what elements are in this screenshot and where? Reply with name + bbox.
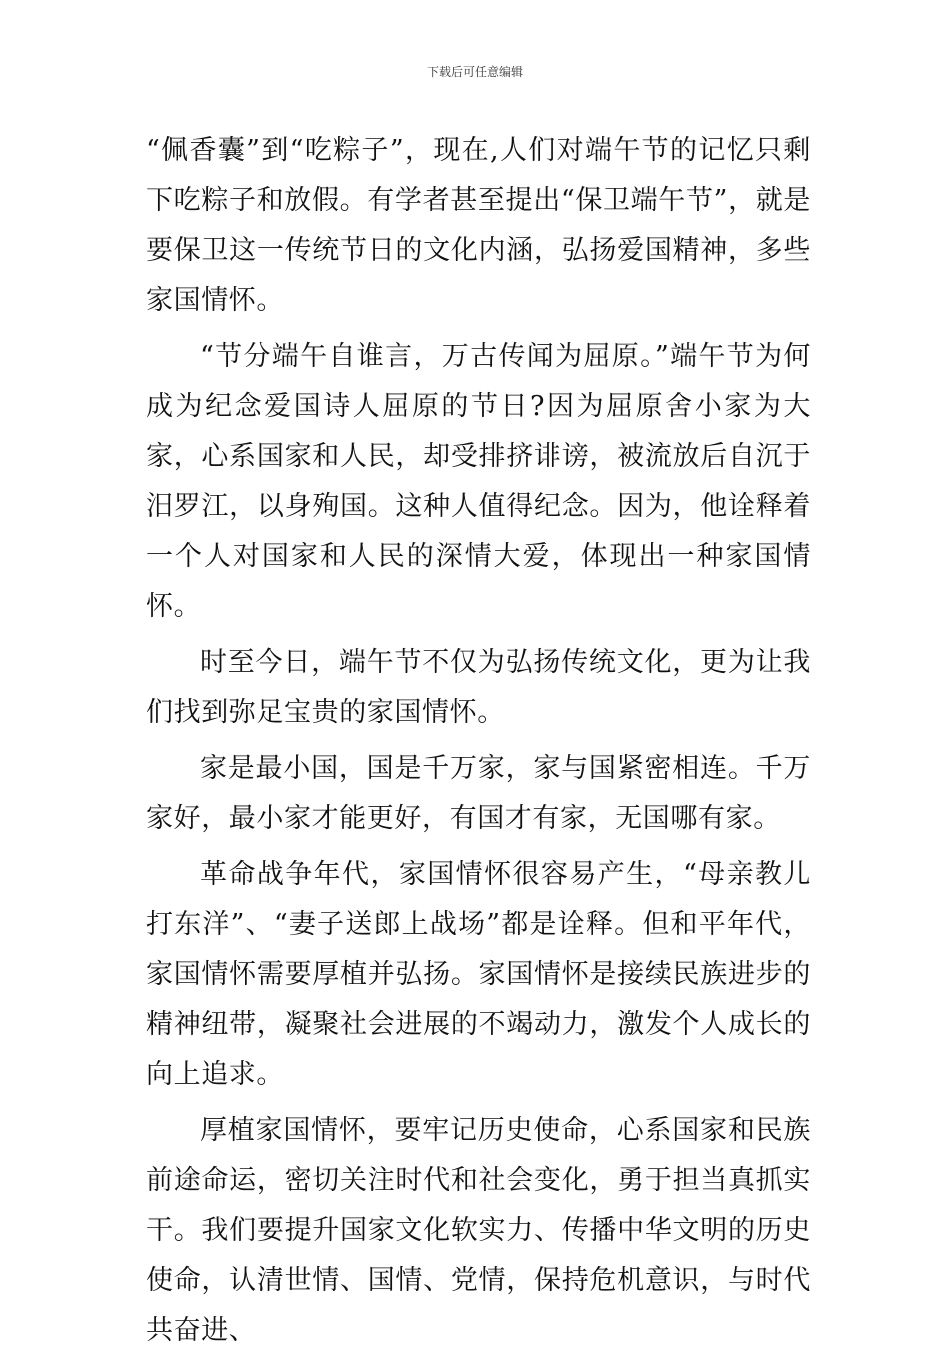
paragraph-1: “佩香囊”到“吃粽子”，现在,人们对端午节的记忆只剩下吃粽子和放假。有学者甚至提出“保卫端午节”，就是要保卫这一传统节日的文化内涵，弘扬爱国精神，多些家国情怀。 (146, 135, 811, 316)
paragraph-6: 厚植家国情怀，要牢记历史使命，心系国家和民族前途命运，密切关注时代和社会变化，勇于担当真抓实干。我们要提升国家文化软实力、传播中华文明的历史使命，认清世情、国情、党情，保持危机意识，与时代共奋进、 (146, 1115, 811, 1346)
document-body (146, 126, 811, 1356)
paragraph-5: 革命战争年代，家国情怀很容易产生，“母亲教儿打东洋”、“妻子送郎上战场”都是诠释。但和平年代，家国情怀需要厚植并弘扬。家国情怀是接续民族进步的精神纽带，凝聚社会进展的不竭动力，激发个人成长的向上追求。 (146, 859, 811, 1090)
paragraph-2: “节分端午自谁言，万古传闻为屈原。”端午节为何成为纪念爱国诗人屈原的节日?因为屈原舍小家为大家，心系国家和人民，却受排挤诽谤，被流放后自沉于汨罗江，以身殉国。这种人值得纪念。因为，他诠释着一个人对国家和人民的深情大爱，体现出一种家国情怀。 (146, 341, 811, 622)
paragraph-4: 家是最小国，国是千万家，家与国紧密相连。千万家好，最小家才能更好，有国才有家，无国哪有家。 (146, 753, 811, 834)
page-header: 下载后可任意编辑 (426, 65, 523, 79)
paragraph-3: 时至今日，端午节不仅为弘扬传统文化，更为让我们找到弥足宝贵的家国情怀。 (146, 647, 811, 728)
